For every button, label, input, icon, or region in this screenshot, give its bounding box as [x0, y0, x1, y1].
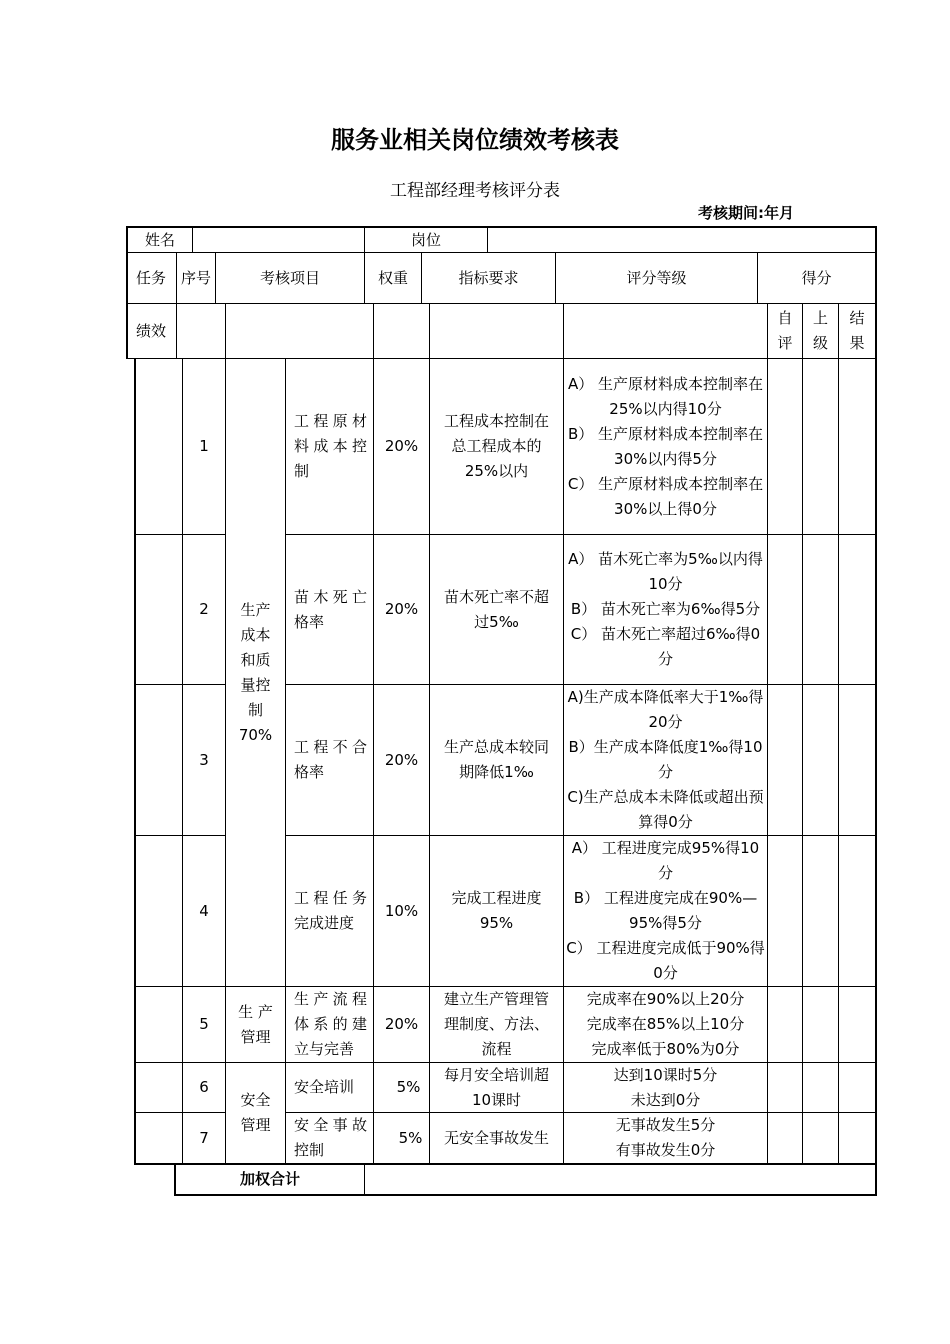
row-no: 5 — [199, 1015, 209, 1033]
row-no: 3 — [199, 750, 209, 769]
row-grades: 完成率在90%以上20分 完成率在85%以上10分 完成率低于80%为0分 — [586, 990, 745, 1058]
col-task-sub: 绩效 — [136, 321, 167, 340]
row-item: 工程不合格率 — [294, 738, 367, 781]
row-item: 安全事故控制 — [294, 1116, 367, 1159]
row-weight: 5% — [396, 1078, 421, 1096]
row-item: 安全培训 — [294, 1078, 355, 1096]
row-indicator: 工程成本控制在总工程成本的25%以内 — [443, 412, 549, 480]
document-subtitle: 工程部经理考核评分表 — [390, 181, 560, 201]
row-indicator: 建立生产管理管理制度、方法、流程 — [443, 990, 549, 1058]
col-result: 结果 — [849, 309, 865, 352]
row-no: 6 — [199, 1078, 209, 1096]
post-label: 岗位 — [410, 230, 441, 249]
row-grades: A） 工程进度完成95%得10分 B） 工程进度完成在90%—95%得5分 C） 工程进度完成低于90%得0分 — [566, 839, 765, 982]
document-title: 服务业相关岗位绩效考核表 — [331, 125, 619, 154]
row-weight: 10% — [384, 901, 419, 920]
row-indicator: 完成工程进度95% — [451, 889, 542, 932]
weighted-total-label: 加权合计 — [239, 1170, 300, 1188]
row-weight: 20% — [384, 600, 419, 618]
row-grades: 达到10课时5分 未达到0分 — [613, 1065, 718, 1109]
row-grades: A） 苗木死亡率为5‰以内得10分 B） 苗木死亡率为6‰得5分 C） 苗木死亡率超过6‰得0分 — [568, 550, 763, 668]
name-field[interactable] — [193, 228, 364, 252]
col-score: 得分 — [801, 269, 832, 287]
col-superior: 上级 — [812, 309, 828, 352]
row-item: 工程原材料成本控制 — [294, 412, 367, 480]
row-item: 苗木死亡格率 — [294, 587, 367, 631]
row-no: 7 — [199, 1128, 209, 1147]
row-indicator: 无安全事故发生 — [443, 1128, 549, 1147]
post-field[interactable] — [488, 228, 875, 252]
col-self: 自评 — [777, 309, 793, 352]
row-indicator: 生产总成本较同期降低1‰ — [444, 738, 550, 781]
row-weight: 20% — [384, 1015, 419, 1033]
row-weight: 20% — [384, 437, 419, 455]
row-item: 生产流程体系的建立与完善 — [294, 990, 367, 1058]
row-no: 1 — [199, 437, 209, 455]
row-indicator: 苗木死亡率不超过5‰ — [443, 587, 549, 631]
col-grade: 评分等级 — [626, 269, 687, 287]
row-weight: 20% — [384, 750, 419, 769]
col-no: 序号 — [180, 269, 211, 287]
row-item: 工程任务完成进度 — [294, 889, 367, 932]
group-safety: 安全管理 — [240, 1091, 271, 1134]
row-grades: 无事故发生5分 有事故发生0分 — [615, 1116, 716, 1159]
col-item: 考核项目 — [259, 269, 320, 287]
col-indicator: 指标要求 — [458, 269, 519, 287]
group-cost-quality: 生产成本和质量控制70% — [238, 600, 273, 744]
col-task: 任务 — [136, 269, 167, 287]
assessment-period: 考核期间:年月 — [698, 204, 794, 222]
row-no: 2 — [199, 600, 209, 618]
row-grades: A)生产成本降低率大于1‰得20分 B）生产成本降低度1‰得10分 C)生产总成本未降低或超出预算得0分 — [567, 688, 764, 831]
row-indicator: 每月安全培训超10课时 — [443, 1065, 549, 1109]
row-grades: A） 生产原材料成本控制率在25%以内得10分 B） 生产原材料成本控制率在30%以内得5分 C） 生产原材料成本控制率在30%以上得0分 — [567, 374, 764, 518]
weighted-total-field[interactable] — [365, 1165, 875, 1194]
name-label: 姓名 — [144, 230, 175, 249]
group-production: 生 产管理 — [238, 1002, 273, 1046]
row-no: 4 — [199, 901, 209, 920]
row-weight: 5% — [398, 1128, 423, 1147]
col-weight: 权重 — [377, 269, 408, 287]
